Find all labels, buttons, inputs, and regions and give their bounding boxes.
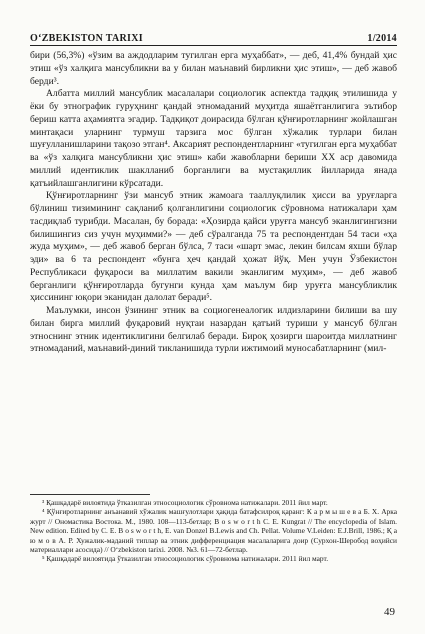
footnote-4: ⁴ Қўнғиротларнинг анъанавий хўжалик машғулотлари ҳақида батафсилроқ қаранг: К а р м ы ш е в а Б. Х. Арка журт // Ономастика Востока. М., 1980. 108—113-бетлар; B o s w o r t h C. E. Kungrat // The encyclopedia of Islam. New edition. Edited by C. E. B o s w o r t h, E. van Donzel B.Lewis and Ch. Pellat. Volume V.Leiden: E.J.Brill, 1986.; Қ а ю м о в А. Р. Хужалик-маданий типлар ва этник дифференциация масалаларига доир (Сурхон-Шеробод воҳийси материаллари асосида) // O‘zbekiston tarixi. 2008. №3. 61—72-бетлар. <box>30 507 397 555</box>
footnote-rule <box>30 494 150 495</box>
page-number: 49 <box>384 606 395 618</box>
footnote-3: ³ Қашқадарё вилоятида ўтказилган этносоциологик сўровнома натижалари. 2011 йил март. <box>42 498 328 507</box>
running-header <box>30 30 397 44</box>
journal-title: O‘ZBEKISTON TARIXI <box>30 33 143 44</box>
paragraph-continuation: бири (56,3%) «ўзим ва аждодларим тугилган ерга муҳаббат», — деб, 41,4% бундай ҳис этиш «ўз халқига мансубликни ва у билан маънавий бирликни ҳис этиш», — деб жавоб берди³. <box>30 50 397 87</box>
header-rule <box>30 45 397 46</box>
article-body <box>30 50 397 356</box>
paragraph: Маълумки, инсон ўзининг этник ва социогенеалогик илдизларини билиши ва шу билан бирга миллий фуқаровий нуқтаи назардан қатъий туриши у мансуб бўлган этноснинг этник идентиклигини белгилаб беради. Бироқ ҳозирги шароитда миллатнинг этномаданий, маънавий-диний тикланишида турли ижтимоий муносабатларнинг (мил- <box>30 305 397 355</box>
issue-number: 1/2014 <box>367 33 397 44</box>
footnote-5: ⁵ Қашқадарё вилоятида ўтказилган этносоциологик сўровнома натижалари. 2011 йил март. <box>42 554 329 564</box>
footnotes <box>30 498 397 564</box>
paragraph: Қўнғиротларнинг ўзи мансуб этник жамоага тааллуқлилик ҳисси ва уруғларга бўлиниш тизимининг сақланиб қолганлигини социологик сўровнома натижалари ҳам тасдиқлаб турибди. Масалан, бу борада: «Ҳозирда қайси уруғга мансуб эканлигингизни билишингиз сиз учун муҳимми?» — деб сўралганда 75 та респондентдан 54 таси «ҳа жуда муҳим», — деб жавоб берган бўлса, 7 таси «шарт эмас, лекин билсам яхши бўлар эди» ва 6 та респондент «бунга ҳеч қандай ҳожат йўқ. Мен учун Ўзбекистон Республикаси фуқароси ва миллатим вакили эканлигим муҳим», — деб жавоб берганлиги қўнғиротларда бугунги кунда ҳам маълум бир уруғга мансубликлик ҳиссининг юқори эканидан далолат беради⁵. <box>30 190 397 304</box>
paragraph: Албатта миллий мансублик масалалари социологик аспектда тадқиқ этилишида у ёки бу этнографик гуруҳнинг қандай этномаданий муҳитда яшаётганлигига эътибор бериш катта аҳамиятга эгадир. Тадқиқот доирасида бўлган қўнғиротларнинг жойлашган минтақаси уларнинг турмуш тарзига мос бўлган хўжалик турлари билан шуғулланишларини тақозо этган⁴. Аксарият респондентларнинг «тугилган ерга муҳаббат ва «ўз халқига мансубликни ҳис этиш» каби жавобларни бериши XX аср давомида миллий идентиклик шаклланиб борганлиги ва мустақиллик йилларида янада қатъийлашганлигини кўрсатади. <box>30 88 397 189</box>
